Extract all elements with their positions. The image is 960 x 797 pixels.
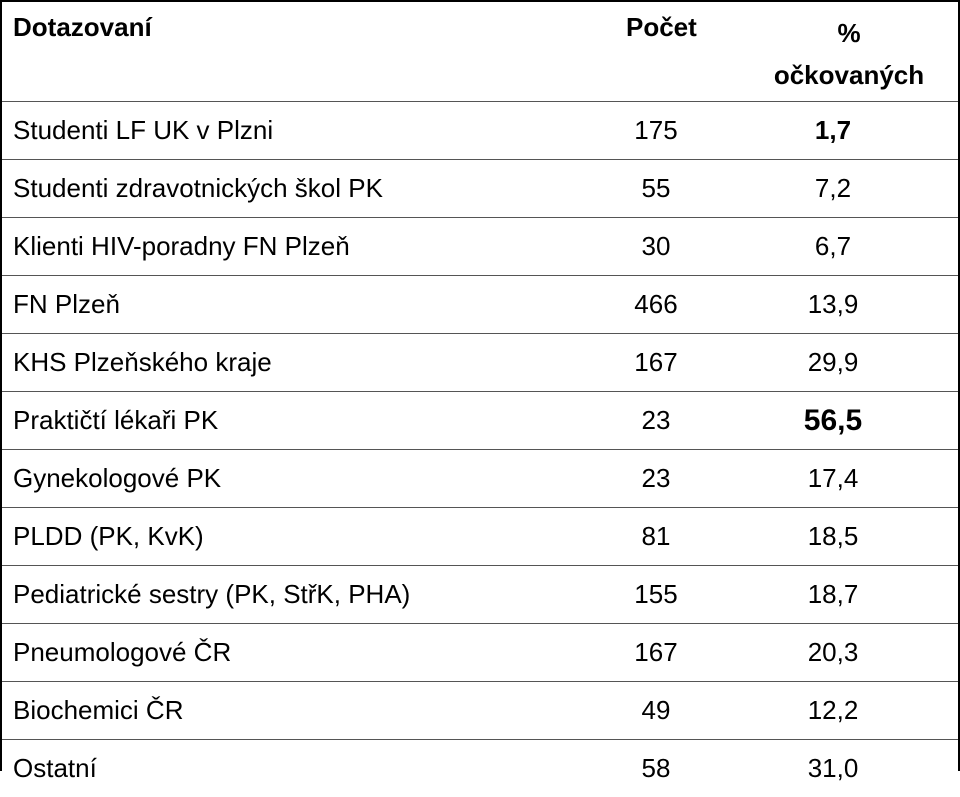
row-count: 49 [622, 682, 740, 740]
row-count: 55 [622, 160, 740, 218]
table-row [2, 160, 958, 218]
row-percent-vaccinated: 7,2 [740, 160, 958, 218]
table-row [2, 334, 958, 392]
table-row [2, 276, 958, 334]
row-percent-vaccinated: 56,5 [740, 392, 958, 450]
row-respondent-name: Klienti HIV-poradny FN Plzeň [2, 218, 622, 276]
row-percent-vaccinated: 17,4 [740, 450, 958, 508]
row-percent-vaccinated: 29,9 [740, 334, 958, 392]
row-percent-vaccinated: 31,0 [740, 740, 958, 797]
row-percent-vaccinated: 13,9 [740, 276, 958, 334]
table-row [2, 740, 958, 797]
row-respondent-name: Biochemici ČR [2, 682, 622, 740]
row-percent-vaccinated: 1,7 [740, 102, 958, 160]
table-row [2, 450, 958, 508]
row-respondent-name: KHS Plzeňského kraje [2, 334, 622, 392]
vaccination-table [2, 2, 958, 797]
header-percent [740, 2, 958, 102]
row-respondent-name: PLDD (PK, KvK) [2, 508, 622, 566]
table-header-row [2, 2, 958, 102]
row-respondent-name: Pediatrické sestry (PK, StřK, PHA) [2, 566, 622, 624]
row-respondent-name: Ostatní [2, 740, 622, 797]
table-row [2, 624, 958, 682]
row-percent-vaccinated: 18,7 [740, 566, 958, 624]
table-row [2, 392, 958, 450]
row-respondent-name: Studenti zdravotnických škol PK [2, 160, 622, 218]
row-respondent-name: Praktičtí lékaři PK [2, 392, 622, 450]
header-count: Počet [622, 2, 740, 102]
row-count: 30 [622, 218, 740, 276]
row-count: 167 [622, 334, 740, 392]
table-row [2, 566, 958, 624]
row-respondent-name: Gynekologové PK [2, 450, 622, 508]
table-row [2, 102, 958, 160]
row-percent-vaccinated: 6,7 [740, 218, 958, 276]
row-percent-vaccinated: 12,2 [740, 682, 958, 740]
row-count: 23 [622, 450, 740, 508]
row-respondent-name: Studenti LF UK v Plzni [2, 102, 622, 160]
header-percent-line2: očkovaných [740, 54, 958, 96]
row-count: 58 [622, 740, 740, 797]
table-row [2, 682, 958, 740]
row-respondent-name: Pneumologové ČR [2, 624, 622, 682]
row-percent-vaccinated: 20,3 [740, 624, 958, 682]
header-respondents: Dotazovaní [2, 2, 622, 102]
row-percent-vaccinated: 18,5 [740, 508, 958, 566]
row-count: 23 [622, 392, 740, 450]
row-count: 466 [622, 276, 740, 334]
row-count: 167 [622, 624, 740, 682]
header-percent-line1: % [740, 12, 958, 54]
row-respondent-name: FN Plzeň [2, 276, 622, 334]
row-count: 81 [622, 508, 740, 566]
row-count: 155 [622, 566, 740, 624]
row-count: 175 [622, 102, 740, 160]
table-row [2, 508, 958, 566]
table-row [2, 218, 958, 276]
